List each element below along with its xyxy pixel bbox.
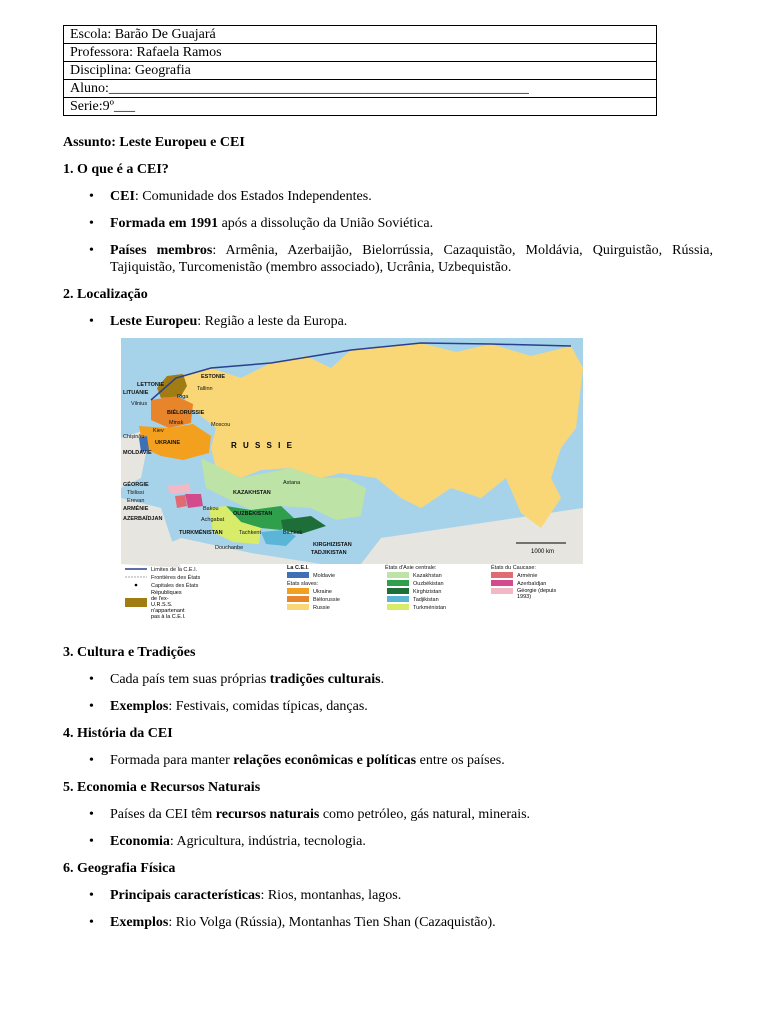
section-title: 1. O que é a CEI? (63, 162, 169, 177)
list-item: • Economia: Agricultura, indústria, tecnologia. (63, 833, 713, 850)
bullet-list (63, 313, 713, 330)
label-minsk: Minsk (169, 420, 184, 426)
label-astana: Astana (283, 480, 301, 486)
list-item: • Formada em 1991 após a dissolução da União Soviética. (63, 215, 713, 232)
legend-item: Moldavie (313, 573, 336, 579)
student-row: Aluno:____________________________________________________________ (64, 80, 657, 98)
school-row: Escola: Barão De Guajará (64, 26, 657, 44)
list-item: • Exemplos: Rio Volga (Rússia), Montanhas Tien Shan (Cazaquistão). (63, 914, 713, 931)
legend-item: Arménie (517, 573, 538, 579)
legend-item: Frontières des États (151, 575, 201, 581)
subject-row: Disciplina: Geografia (64, 62, 657, 80)
legend-item: Azerbaïdjan (517, 581, 547, 587)
label-vilnius: Vilnius (131, 401, 148, 407)
grade-row: Serie:9º___ (64, 98, 657, 116)
legend-item: Kirghizistan (413, 589, 442, 595)
subject-heading: Assunto: Leste Europeu e CEI (63, 135, 245, 150)
armenia-region (175, 495, 187, 508)
label-chisinau: Chișinău (123, 434, 145, 440)
list-item: • Principais características: Rios, montanhas, lagos. (63, 887, 713, 904)
bullet-list (63, 671, 713, 715)
label-georgie: GÉORGIE (123, 482, 149, 488)
label-kirghizistan: KIRGHIZISTAN (313, 542, 352, 548)
label-achgabat: Achgabat (201, 517, 225, 523)
label-estonie: ESTONIE (201, 374, 226, 380)
bullet-list (63, 752, 713, 769)
label-azerbaidjan: AZERBAÏDJAN (123, 516, 163, 522)
header-table (63, 25, 657, 116)
label-kiev: Kiev (153, 428, 164, 434)
label-tachkent: Tachkent (239, 530, 262, 536)
legend-item: Turkménistan (413, 605, 447, 611)
label-moldavie: MOLDAVIE (123, 450, 152, 456)
scale-label: 1000 km (531, 549, 555, 555)
section-title: 5. Economia e Recursos Naturais (63, 780, 261, 795)
label-tbilissi: Tbilissi (127, 490, 144, 496)
legend-item: Ukraine (313, 589, 332, 595)
legend-title: États du Caucase: (491, 565, 536, 571)
map-figure (121, 338, 583, 624)
legend-item: Russie (313, 605, 330, 611)
list-item: • Exemplos: Festivais, comidas típicas, danças. (63, 698, 713, 715)
list-item: • Formada para manter relações econômicas e políticas entre os países. (63, 752, 713, 769)
label-bichkek: Bichkek (283, 530, 303, 536)
list-item: • Países da CEI têm recursos naturais como petróleo, gás natural, minerais. (63, 806, 713, 823)
section-title: 6. Geografia Física (63, 861, 176, 876)
legend-title: États d'Asie centrale: (385, 565, 437, 571)
legend-item: Géorgie (depuis 1993) (517, 588, 557, 600)
label-tadjikistan: TADJIKISTAN (311, 550, 347, 556)
list-item: • Leste Europeu: Região a leste da Europa. (63, 313, 713, 330)
label-moscou: Moscou (211, 422, 231, 428)
label-russie: R U S S I E (231, 441, 294, 450)
section-title: 4. História da CEI (63, 726, 173, 741)
bullet-list (63, 887, 713, 931)
cis-map (121, 338, 583, 624)
label-douchanbe: Douchanbe (215, 545, 244, 551)
legend-subtitle: États slaves: (287, 581, 319, 587)
label-tallinn: Tallinn (197, 386, 213, 392)
legend-item: Républiques de l'ex-U.R.S.S. n'appartenant pas à la C.E.I. (151, 590, 186, 620)
section-title: 3. Cultura e Tradições (63, 645, 196, 660)
list-item: • Países membros: Armênia, Azerbaijão, Bielorrússia, Cazaquistão, Moldávia, Quirguistão, Rússia, Tajiquistão, Turcomenistão (membro associado), Ucrânia, Uzbequistão. (63, 242, 713, 276)
teacher-row: Professora: Rafaela Ramos (64, 44, 657, 62)
label-bakou: Bakou (203, 506, 219, 512)
legend-title: La C.E.I. (287, 565, 309, 571)
label-ouzbekistan: OUZBÉKISTAN (233, 511, 273, 517)
label-kazakhstan: KAZAKHSTAN (233, 490, 271, 496)
legend-item: Biélorussie (313, 597, 340, 603)
label-turkmenistan: TURKMÉNISTAN (179, 530, 223, 536)
bullet-list (63, 806, 713, 850)
legend-item: Tadjikistan (413, 597, 439, 603)
legend-item: Kazakhstan (413, 573, 442, 579)
label-ukraine: UKRAINE (155, 440, 181, 446)
list-item: • Cada país tem suas próprias tradições culturais. (63, 671, 713, 688)
label-erevan: Erevan (127, 498, 145, 504)
label-bielorussie: BIÉLORUSSIE (167, 410, 205, 416)
legend-item: Ouzbékistan (413, 581, 444, 587)
label-lituanie: LITUANIE (123, 390, 149, 396)
list-item: • CEI: Comunidade dos Estados Independentes. (63, 188, 713, 205)
label-armenie: ARMÉNIE (123, 506, 149, 512)
document-body (63, 134, 713, 941)
section-title: 2. Localização (63, 287, 148, 302)
azerbaijan-region (185, 494, 203, 508)
label-riga: Riga (177, 394, 189, 400)
legend-item: Capitales des États (151, 583, 199, 589)
label-lettonie: LETTONIE (137, 382, 165, 388)
legend-item: Limites de la C.E.I. (151, 567, 198, 573)
bullet-list (63, 188, 713, 276)
